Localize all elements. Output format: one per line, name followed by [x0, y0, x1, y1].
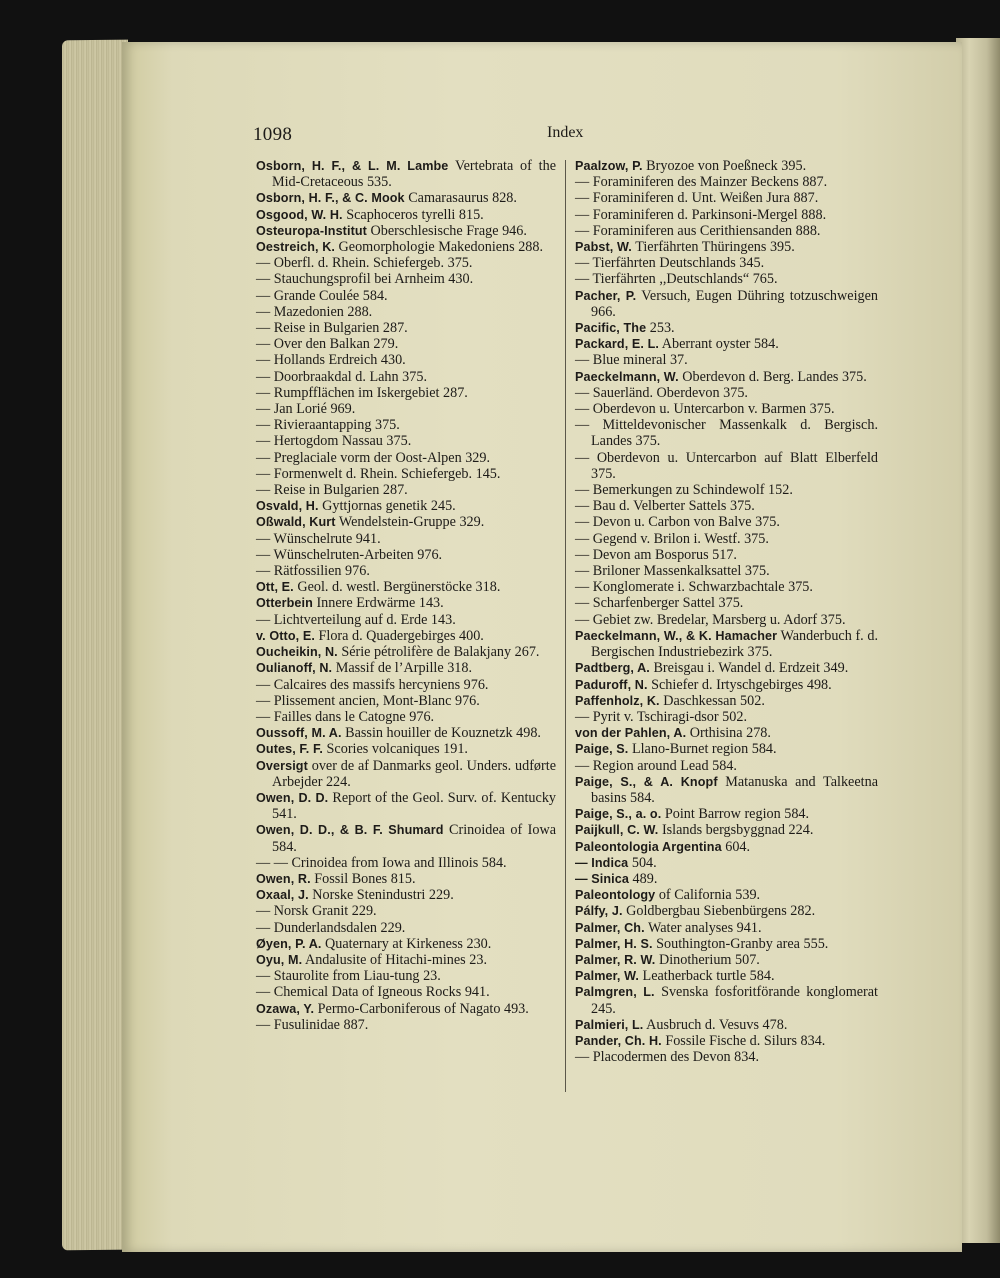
index-entry-author: Øyen, P. A.: [256, 936, 322, 951]
index-entry-author: Oxaal, J.: [256, 888, 309, 903]
index-entry-text: Vertebrata of the Mid-Cretaceous 535.: [272, 158, 557, 191]
index-entry: [575, 223, 878, 239]
index-entry-text: Scories volcaniques 191.: [326, 741, 468, 758]
index-entry-author: Paige, S., a. o.: [575, 807, 662, 822]
index-entry: [256, 385, 556, 401]
index-entry: [575, 255, 878, 271]
index-entry-text: Tierfährten Thüringens 395.: [635, 239, 795, 256]
index-entry: [256, 936, 556, 952]
index-entry-text: — Calcaires des massifs hercyniens 976.: [256, 676, 489, 693]
index-entry-text: Quaternary at Kirkeness 230.: [325, 935, 492, 952]
index-entry: [575, 1033, 878, 1049]
index-entry-author: Padtberg, A.: [575, 661, 650, 676]
index-entry-text: — Mazedonien 288.: [256, 303, 373, 320]
index-entry-text: — Tierfährten ,,Deutschlands“ 765.: [575, 271, 778, 288]
index-entry-text: Gyttjornas genetik 245.: [322, 498, 456, 515]
index-entry-text: — Foraminiferen d. Parkinsoni-Mergel 888.: [575, 206, 827, 223]
index-entry-text: Islands bergsbyggnad 224.: [661, 822, 814, 839]
index-entry-author: v. Otto, E.: [256, 628, 315, 643]
index-entry-author: Paleontologia Argentina: [575, 839, 722, 854]
index-entry-author: — Sinica: [575, 871, 629, 886]
index-entry: [256, 741, 556, 757]
index-entry: [575, 677, 878, 693]
running-head: Index: [547, 124, 584, 141]
index-entry: [256, 417, 556, 433]
index-entry-text: — Wünschelrute 941.: [256, 530, 381, 547]
index-entry-text: Point Barrow region 584.: [664, 806, 810, 823]
index-entry-author: Pálfy, J.: [575, 904, 623, 919]
index-entry: [256, 660, 556, 676]
index-entry-author: Osteuropa-Institut: [256, 223, 367, 238]
index-entry-text: — Over den Balkan 279.: [256, 336, 399, 353]
index-entry-text: — Tierfährten Deutschlands 345.: [575, 255, 765, 272]
index-entry-text: — Oberdevon u. Untercarbon auf Blatt Elberfeld 375.: [575, 449, 878, 482]
index-entry: [575, 514, 878, 530]
index-entry-text: — Blue mineral 37.: [575, 352, 688, 369]
index-entry-text: Breisgau i. Wandel d. Erdzeit 349.: [653, 660, 849, 677]
index-entry-text: — Wünschelruten-Arbeiten 976.: [256, 546, 443, 563]
index-entry-text: Water analyses 941.: [648, 919, 762, 936]
index-entry-text: Innere Erdwärme 143.: [316, 595, 444, 612]
index-entry-text: of California 539.: [658, 887, 761, 904]
index-entry-text: Goldbergbau Siebenbürgens 282.: [626, 903, 816, 920]
index-entry-author: Paduroff, N.: [575, 677, 648, 692]
index-entry-text: — Reise in Bulgarien 287.: [256, 482, 408, 499]
index-entry: [256, 239, 556, 255]
index-entry: [256, 822, 556, 854]
index-entry-text: — Foraminiferen d. Unt. Weißen Jura 887.: [575, 190, 819, 207]
index-entry-author: Oversigt: [256, 758, 308, 773]
index-entry: [256, 920, 556, 936]
index-entry: [575, 887, 878, 903]
index-entry-author: Palmgren, L.: [575, 985, 655, 1000]
index-entry-text: Andalusite of Hitachi-mines 23.: [304, 951, 487, 968]
index-entry-text: Bassin houiller de Kouznetzk 498.: [345, 725, 541, 742]
index-entry-text: — Preglaciale vorm der Oost-Alpen 329.: [256, 449, 491, 466]
index-entry-author: Pacific, The: [575, 321, 647, 336]
index-entry-text: Fossile Fische d. Silurs 834.: [665, 1032, 826, 1049]
index-entry: [575, 450, 878, 482]
index-entry-text: Oberschlesische Frage 946.: [370, 222, 527, 239]
index-entry-text: — Konglomerate i. Schwarzbachtale 375.: [575, 579, 813, 596]
index-entry-author: Osvald, H.: [256, 499, 319, 514]
index-entry-text: — Scharfenberger Sattel 375.: [575, 595, 744, 612]
index-entry: [575, 369, 878, 385]
book-page-edges: [62, 40, 128, 1251]
index-entry-text: Versuch, Eugen Dühring totzuschweigen 966.: [591, 287, 878, 320]
index-entry-text: Orthisina 278.: [689, 725, 771, 742]
index-entry-text: 489.: [632, 870, 658, 887]
index-entry: [575, 401, 878, 417]
index-entry: [575, 952, 878, 968]
index-entry: [256, 871, 556, 887]
index-entry: [575, 158, 878, 174]
index-entry-text: — Gegend v. Brilon i. Westf. 375.: [575, 530, 769, 547]
index-entry: [575, 855, 878, 871]
index-entry: [256, 482, 556, 498]
index-entry: [256, 1017, 556, 1033]
index-entry: [575, 190, 878, 206]
index-entry-text: — Gebiet zw. Bredelar, Marsberg u. Adorf 375.: [575, 611, 846, 628]
index-entry: [256, 158, 556, 190]
index-entry-text: — Plissement ancien, Mont-Blanc 976.: [256, 692, 480, 709]
index-entry: [575, 547, 878, 563]
index-entry: [256, 320, 556, 336]
index-entry: [575, 498, 878, 514]
index-entry: [256, 255, 556, 271]
index-entry: [256, 369, 556, 385]
index-entry: [256, 790, 556, 822]
index-entry-text: 604.: [725, 838, 751, 855]
index-entry-text: Wendelstein-Gruppe 329.: [338, 514, 485, 531]
index-entry-author: Oucheikin, N.: [256, 645, 338, 660]
index-entry: [256, 855, 556, 871]
index-entry-author: Palmer, R. W.: [575, 952, 656, 967]
index-entry: [575, 968, 878, 984]
index-entry-text: — — Crinoidea from Iowa and Illinois 584.: [256, 854, 507, 871]
index-entry-text: Wanderbuch f. d. Bergischen Industriebezirk 375.: [591, 627, 878, 661]
index-entry-text: Permo-Carboniferous of Nagato 493.: [317, 1000, 529, 1017]
index-entry: [575, 531, 878, 547]
index-column-left: [256, 158, 556, 1033]
index-entry-text: Ausbruch d. Vesuvs 478.: [646, 1016, 788, 1033]
index-entry: [256, 903, 556, 919]
index-entry: [256, 304, 556, 320]
index-entry-text: — Norsk Granit 229.: [256, 903, 377, 920]
index-entry-text: Massif de l’Arpille 318.: [335, 660, 473, 677]
index-entry: [575, 839, 878, 855]
index-entry-text: Crinoidea of Iowa 584.: [272, 822, 556, 855]
index-entry-author: — Indica: [575, 855, 629, 870]
index-entry-text: 504.: [631, 854, 657, 871]
index-entry-author: Owen, D. D., & B. F. Shumard: [256, 823, 444, 838]
index-entry-text: Aberrant oyster 584.: [661, 336, 779, 353]
index-entry: [256, 595, 556, 611]
index-entry: [256, 288, 556, 304]
index-entry: [575, 758, 878, 774]
index-entry-author: Paleontology: [575, 888, 656, 903]
index-entry: [256, 498, 556, 514]
index-entry-author: Osborn, H. F., & L. M. Lambe: [256, 159, 449, 173]
index-entry-author: Palmieri, L.: [575, 1017, 644, 1032]
index-entry-text: Svenska fosforitförande konglomerat 245.: [591, 984, 878, 1017]
index-entry-text: — Oberdevon u. Untercarbon v. Barmen 375.: [575, 401, 835, 418]
index-entry: [575, 871, 878, 887]
index-entry-text: Matanuska and Talkeetna basins 584.: [591, 773, 878, 806]
index-entry-text: — Placodermen des Devon 834.: [575, 1049, 760, 1066]
index-entry-text: — Foraminiferen des Mainzer Beckens 887.: [575, 174, 828, 191]
index-entry-text: — Devon am Bosporus 517.: [575, 546, 737, 563]
column-divider: [565, 160, 566, 1092]
index-entry: [256, 336, 556, 352]
index-entry-text: Fossil Bones 815.: [314, 870, 416, 887]
index-entry-author: Oussoff, M. A.: [256, 726, 342, 741]
index-entry: [256, 709, 556, 725]
index-entry: [256, 758, 556, 790]
index-entry-author: Oyu, M.: [256, 952, 303, 967]
index-entry: [575, 822, 878, 838]
index-column-right: [575, 158, 878, 1065]
index-entry-author: Palmer, H. S.: [575, 936, 653, 951]
index-entry-text: 253.: [649, 320, 675, 337]
index-entry-author: Paffenholz, K.: [575, 693, 660, 708]
index-entry: [575, 660, 878, 676]
index-entry: [256, 968, 556, 984]
index-entry: [256, 401, 556, 417]
index-entry-text: — Dunderlandsdalen 229.: [256, 919, 406, 936]
index-entry: [575, 579, 878, 595]
index-entry: [256, 433, 556, 449]
index-entry-text: Camarasaurus 828.: [408, 190, 517, 207]
index-entry: [256, 450, 556, 466]
index-entry: [256, 466, 556, 482]
index-entry-author: Oestreich, K.: [256, 240, 335, 255]
facing-page-edge: [956, 38, 1000, 1243]
index-entry-text: Geol. d. westl. Bergünerstöcke 318.: [297, 579, 501, 596]
index-entry-text: — Stauchungsprofil bei Arnheim 430.: [256, 271, 474, 288]
index-entry: [256, 1001, 556, 1017]
index-entry-text: — Failles dans le Catogne 976.: [256, 708, 435, 725]
index-entry: [575, 271, 878, 287]
index-entry-author: Ott, E.: [256, 580, 294, 595]
index-entry-text: — Lichtverteilung auf d. Erde 143.: [256, 611, 456, 628]
index-entry: [256, 644, 556, 660]
index-entry: [575, 336, 878, 352]
page-number: 1098: [253, 124, 293, 145]
index-entry-text: — Chemical Data of Igneous Rocks 941.: [256, 984, 490, 1001]
index-entry: [575, 482, 878, 498]
index-entry-author: Pacher, P.: [575, 288, 637, 303]
index-entry-text: — Devon u. Carbon von Balve 375.: [575, 514, 780, 531]
index-entry: [575, 239, 878, 255]
index-entry-text: — Hollands Erdreich 430.: [256, 352, 406, 369]
index-entry: [575, 936, 878, 952]
index-entry: [256, 984, 556, 1000]
index-entry-author: Paige, S.: [575, 742, 629, 757]
index-entry: [575, 1049, 878, 1065]
index-entry-author: Osborn, H. F., & C. Mook: [256, 191, 405, 206]
index-entry-text: — Region around Lead 584.: [575, 757, 737, 774]
index-entry: [256, 352, 556, 368]
index-entry-text: — Foraminiferen aus Cerithiensanden 888.: [575, 222, 821, 239]
index-entry-text: Geomorphologie Makedoniens 288.: [338, 239, 544, 256]
index-entry-author: Oßwald, Kurt: [256, 515, 336, 530]
index-entry: [256, 531, 556, 547]
index-entry-author: Paeckelmann, W.: [575, 369, 679, 384]
index-entry: [256, 190, 556, 206]
index-entry-text: — Jan Lorié 969.: [256, 401, 356, 418]
index-entry-text: — Bemerkungen zu Schindewolf 152.: [575, 482, 793, 499]
index-entry-text: Daschkessan 502.: [663, 692, 765, 709]
index-entry: [575, 352, 878, 368]
index-entry: [256, 271, 556, 287]
index-entry-text: Oberdevon d. Berg. Landes 375.: [682, 368, 867, 385]
index-entry: [256, 207, 556, 223]
index-entry: [575, 741, 878, 757]
index-entry-author: Owen, D. D.: [256, 790, 329, 805]
index-entry-author: Pabst, W.: [575, 240, 632, 255]
index-entry-text: — Oberfl. d. Rhein. Schiefergeb. 375.: [256, 255, 473, 272]
index-entry-text: — Reise in Bulgarien 287.: [256, 320, 408, 337]
index-entry-text: — Formenwelt d. Rhein. Schiefergeb. 145.: [256, 465, 501, 482]
index-entry: [256, 952, 556, 968]
index-entry: [575, 595, 878, 611]
index-entry-text: — Fusulinidae 887.: [256, 1016, 369, 1033]
index-entry: [575, 207, 878, 223]
index-entry: [575, 385, 878, 401]
index-entry: [575, 563, 878, 579]
index-entry-author: Osgood, W. H.: [256, 207, 343, 222]
index-entry-text: Southington-Granby area 555.: [656, 935, 829, 952]
index-entry: [256, 612, 556, 628]
index-entry-author: Palmer, Ch.: [575, 920, 645, 935]
index-entry-text: over de af Danmarks geol. Unders. udførte Arbejder 224.: [272, 757, 556, 790]
index-entry-author: Packard, E. L.: [575, 337, 659, 352]
index-entry-text: — Sauerländ. Oberdevon 375.: [575, 384, 748, 401]
index-entry-author: Oulianoff, N.: [256, 661, 333, 676]
index-entry-text: Leatherback turtle 584.: [642, 968, 775, 985]
index-entry: [575, 903, 878, 919]
index-entry: [575, 612, 878, 628]
index-entry-text: Dinotherium 507.: [658, 951, 760, 968]
index-entry: [575, 417, 878, 449]
index-entry-author: Otterbein: [256, 596, 313, 611]
index-entry: [575, 693, 878, 709]
index-entry: [256, 514, 556, 530]
index-entry: [256, 628, 556, 644]
index-entry: [575, 920, 878, 936]
index-entry: [256, 725, 556, 741]
index-entry-text: — Pyrit v. Tschiragi-dsor 502.: [575, 708, 748, 725]
index-entry: [256, 563, 556, 579]
index-entry-author: Paige, S., & A. Knopf: [575, 774, 718, 789]
index-entry-text: — Hertogdom Nassau 375.: [256, 433, 412, 450]
index-entry-text: Flora d. Quadergebirges 400.: [318, 627, 484, 644]
index-entry-author: Palmer, W.: [575, 969, 639, 984]
index-entry: [256, 579, 556, 595]
index-entry: [575, 174, 878, 190]
index-entry-text: Norske Stenindustri 229.: [312, 887, 454, 904]
index-entry: [256, 547, 556, 563]
index-entry: [575, 628, 878, 660]
index-entry: [575, 320, 878, 336]
index-entry-text: Bryozoe von Poeßneck 395.: [646, 158, 807, 174]
index-entry-author: Ozawa, Y.: [256, 1001, 315, 1016]
index-entry-text: — Briloner Massenkalksattel 375.: [575, 563, 770, 580]
index-entry-text: — Doorbraakdal d. Lahn 375.: [256, 368, 427, 385]
index-entry-text: — Staurolite from Liau-tung 23.: [256, 968, 441, 985]
index-entry: [256, 887, 556, 903]
index-entry-text: Schiefer d. Irtyschgebirges 498.: [651, 676, 832, 693]
index-entry-author: Paijkull, C. W.: [575, 823, 659, 838]
index-entry-text: — Rätfossilien 976.: [256, 563, 370, 580]
index-entry-text: — Bau d. Velberter Sattels 375.: [575, 498, 755, 515]
index-entry-author: Pander, Ch. H.: [575, 1033, 662, 1048]
index-entry-text: — Rivieraantapping 375.: [256, 417, 400, 434]
index-entry-text: Série pétrolifère de Balakjany 267.: [341, 644, 540, 661]
index-entry: [256, 677, 556, 693]
index-entry-text: — Grande Coulée 584.: [256, 287, 388, 304]
index-entry: [575, 1017, 878, 1033]
index-entry: [575, 774, 878, 806]
index-entry: [575, 984, 878, 1016]
index-entry-author: von der Pahlen, A.: [575, 726, 687, 741]
index-entry-author: Paalzow, P.: [575, 159, 643, 173]
index-entry-author: Outes, F. F.: [256, 742, 323, 757]
index-entry: [575, 709, 878, 725]
index-entry-text: Llano-Burnet region 584.: [631, 741, 777, 758]
index-entry-text: — Rumpfflächen im Iskergebiet 287.: [256, 384, 468, 401]
index-entry-author: Paeckelmann, W., & K. Hamacher: [575, 628, 778, 643]
index-entry-author: Owen, R.: [256, 871, 311, 886]
index-entry: [256, 223, 556, 239]
index-entry: [256, 693, 556, 709]
index-entry-text: Scaphoceros tyrelli 815.: [346, 206, 484, 223]
index-entry-text: — Mitteldevonischer Massenkalk d. Bergisch. Landes 375.: [575, 417, 878, 450]
index-entry: [575, 806, 878, 822]
index-entry: [575, 288, 878, 320]
index-entry: [575, 725, 878, 741]
index-entry-text: Report of the Geol. Surv. of. Kentucky 541.: [272, 789, 557, 823]
